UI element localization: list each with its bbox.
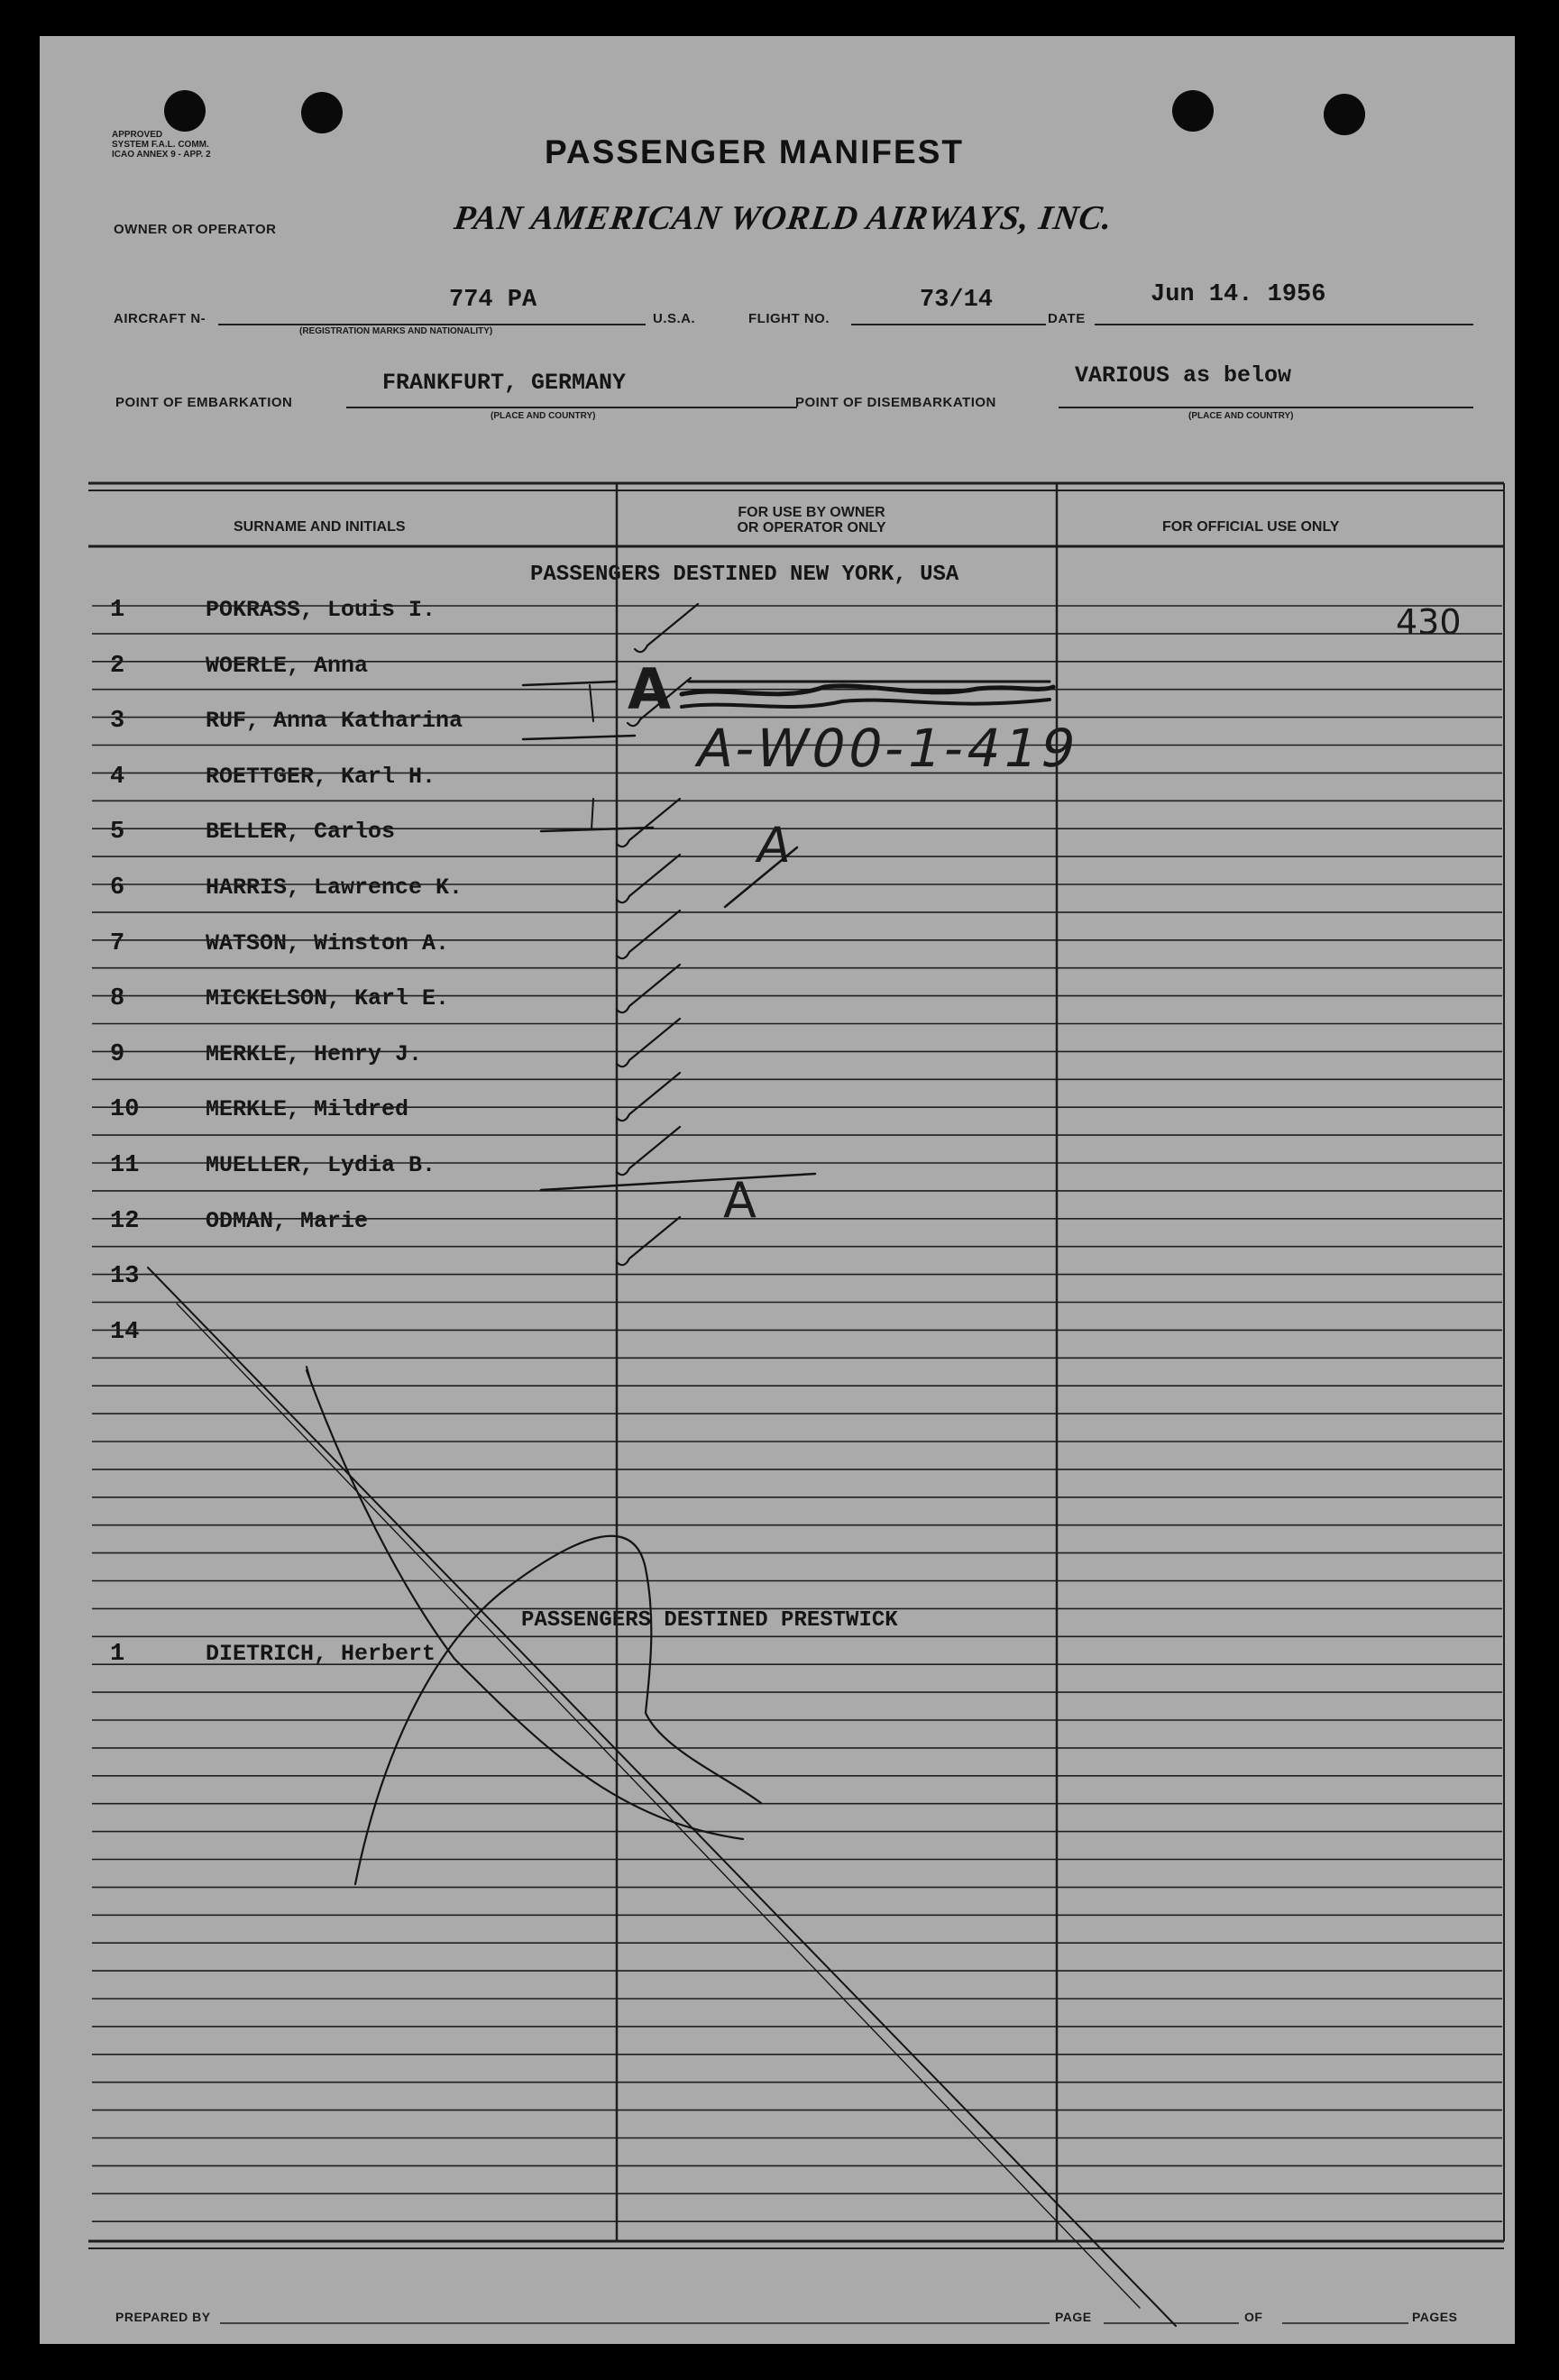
passenger-name: DIETRICH, Herbert xyxy=(206,1641,436,1667)
passenger-name: RUF, Anna Katharina xyxy=(206,708,463,735)
page-title: PASSENGER MANIFEST xyxy=(545,133,964,170)
date-value: Jun 14. 1956 xyxy=(1151,281,1326,308)
row-number: 4 xyxy=(110,763,125,791)
prepared-by-label: PREPARED BY xyxy=(115,2310,211,2324)
strike-line xyxy=(541,1174,815,1190)
place-note: (PLACE AND COUNTRY) xyxy=(491,411,596,421)
passenger-name: WOERLE, Anna xyxy=(206,652,369,679)
embarkation-label: POINT OF EMBARKATION xyxy=(115,395,293,410)
strike-line xyxy=(523,736,635,739)
rules-and-marks xyxy=(40,36,1515,2344)
check-mark xyxy=(617,1217,680,1265)
scribble xyxy=(682,700,1050,707)
row-number: 2 xyxy=(110,652,125,680)
approval-line: ICAO ANNEX 9 - APP. 2 xyxy=(112,150,211,160)
aircraft-label: AIRCRAFT N- xyxy=(114,311,206,326)
section-heading-new-york: PASSENGERS DESTINED NEW YORK, USA xyxy=(530,563,959,587)
row-number: 5 xyxy=(110,819,125,847)
approval-line: SYSTEM F.A.L. COMM. xyxy=(112,140,209,150)
passenger-name: MUELLER, Lydia B. xyxy=(206,1152,436,1178)
strike-line xyxy=(523,682,617,685)
row5-handwritten-mark: A xyxy=(752,817,796,874)
approval-line: APPROVED xyxy=(112,130,163,140)
handwriting-marks xyxy=(148,604,1176,2326)
of-label: OF xyxy=(1244,2310,1263,2324)
row-number: 13 xyxy=(110,1263,140,1291)
page-label: PAGE xyxy=(1055,2310,1092,2324)
passenger-name: POKRASS, Louis I. xyxy=(206,597,436,623)
pages-label: PAGES xyxy=(1412,2310,1458,2324)
row-number: 1 xyxy=(110,597,125,624)
flight-value: 73/14 xyxy=(920,287,994,314)
aircraft-value: 774 PA xyxy=(449,287,537,314)
row2-handwritten-mark: A xyxy=(628,656,671,722)
row-number: 11 xyxy=(110,1152,140,1179)
column-header-surname: SURNAME AND INITIALS xyxy=(234,519,406,535)
passenger-name: MERKLE, Mildred xyxy=(206,1096,409,1123)
check-mark xyxy=(617,1127,680,1175)
owner-label: OWNER OR OPERATOR xyxy=(114,222,277,237)
row-number: 3 xyxy=(110,708,125,736)
disembarkation-label: POINT OF DISEMBARKATION xyxy=(795,395,996,410)
official-use-number: 430 xyxy=(1396,602,1462,642)
usa-label: U.S.A. xyxy=(653,311,696,326)
check-mark xyxy=(628,678,691,726)
strike-tick xyxy=(592,799,593,829)
disembarkation-value: VARIOUS as below xyxy=(1075,362,1292,389)
check-mark xyxy=(617,1019,680,1066)
row-number: 6 xyxy=(110,874,125,902)
row-number: 8 xyxy=(110,985,125,1013)
row-number: 10 xyxy=(110,1096,140,1124)
ruled-lines xyxy=(88,325,1504,2323)
check-mark xyxy=(635,604,698,652)
strike-tick xyxy=(590,685,593,721)
row11-handwritten-mark: A xyxy=(723,1172,757,1229)
column-header-official: FOR OFFICIAL USE ONLY xyxy=(1162,519,1340,535)
manifest-sheet xyxy=(40,36,1515,2344)
passenger-name: HARRIS, Lawrence K. xyxy=(206,874,463,901)
check-mark xyxy=(617,911,680,958)
row3-handwritten-code: A-W00-1-419 xyxy=(691,718,1085,779)
passenger-name: BELLER, Carlos xyxy=(206,819,396,846)
passenger-name: WATSON, Winston A. xyxy=(206,929,450,957)
embarkation-value: FRANKFURT, GERMANY xyxy=(382,370,627,396)
passenger-name: MERKLE, Henry J. xyxy=(206,1040,423,1067)
cancel-flourish xyxy=(307,1370,743,1839)
column-header-owner-line: FOR USE BY OWNER xyxy=(738,505,885,520)
row-number: 1 xyxy=(110,1641,125,1668)
passenger-name: MICKELSON, Karl E. xyxy=(206,985,450,1012)
check-mark xyxy=(617,799,680,847)
passenger-name: ODMAN, Marie xyxy=(206,1207,369,1234)
row-number: 14 xyxy=(110,1318,140,1346)
row-number: 7 xyxy=(110,929,125,957)
cancel-diagonal xyxy=(177,1304,1140,2308)
section-heading-prestwick: PASSENGERS DESTINED PRESTWICK xyxy=(521,1608,898,1633)
row-number: 12 xyxy=(110,1207,140,1235)
check-mark xyxy=(617,965,680,1012)
company-name: PAN AMERICAN WORLD AIRWAYS, INC. xyxy=(452,199,1115,237)
registration-note: (REGISTRATION MARKS AND NATIONALITY) xyxy=(299,326,493,336)
passenger-name: ROETTGER, Karl H. xyxy=(206,763,436,790)
row-number: 9 xyxy=(110,1040,125,1068)
place-note: (PLACE AND COUNTRY) xyxy=(1188,411,1294,421)
column-header-owner-line: OR OPERATOR ONLY xyxy=(737,520,886,536)
flight-label: FLIGHT NO. xyxy=(748,311,830,326)
cancel-diagonal xyxy=(148,1268,1176,2326)
check-mark xyxy=(617,855,680,902)
date-label: DATE xyxy=(1048,311,1086,326)
